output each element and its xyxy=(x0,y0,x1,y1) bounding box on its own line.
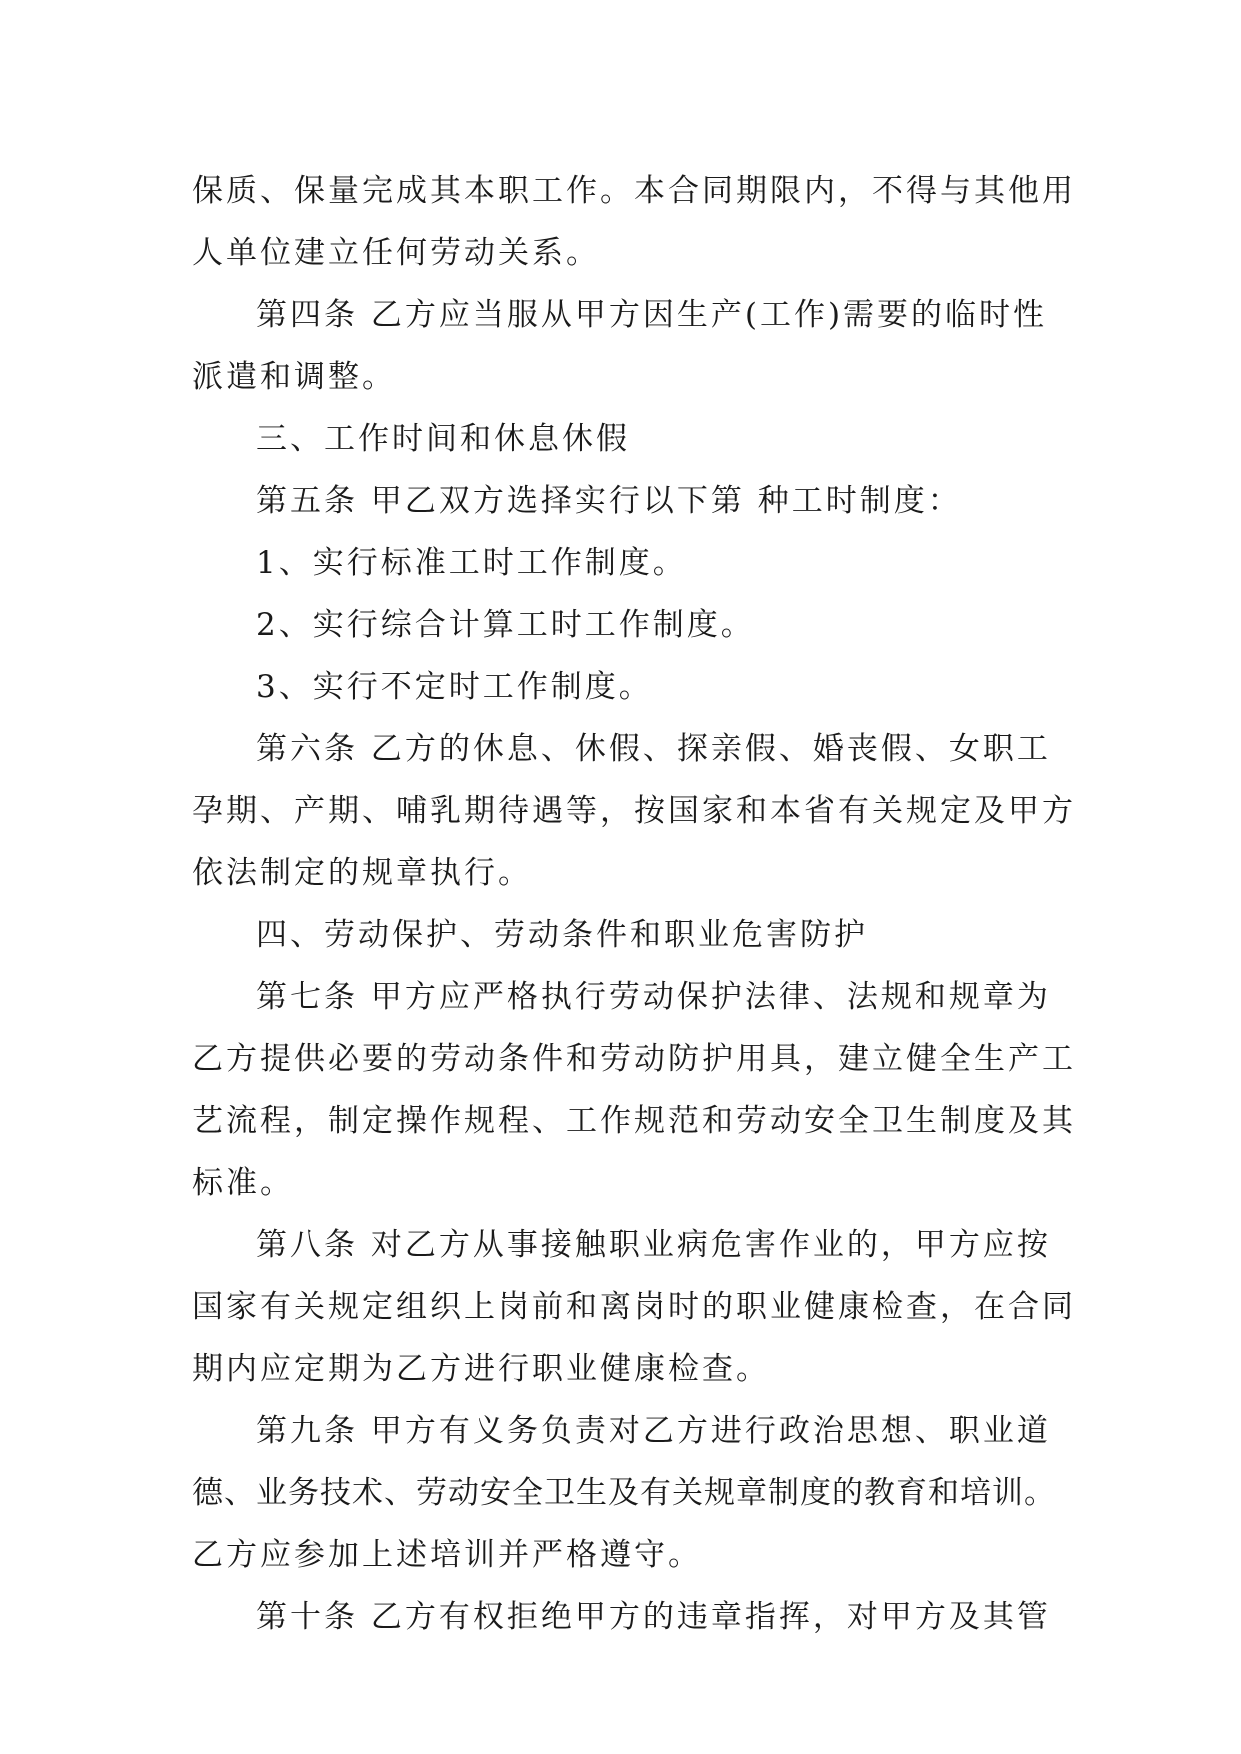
section-heading-labor-protection: 四、劳动保护、劳动条件和职业危害防护 xyxy=(256,917,868,953)
paragraph-line: 国家有关规定组织上岗前和离岗时的职业健康检查，在合同 xyxy=(192,1289,1076,1325)
article-6-line: 第六条 乙方的休息、休假、探亲假、婚丧假、女职工 xyxy=(256,731,1051,767)
section-heading-work-hours: 三、工作时间和休息休假 xyxy=(256,421,630,457)
article-8-line: 第八条 对乙方从事接触职业病危害作业的，甲方应按 xyxy=(256,1227,1051,1263)
article-7-line: 第七条 甲方应严格执行劳动保护法律、法规和规章为 xyxy=(256,979,1051,1015)
paragraph-line: 艺流程，制定操作规程、工作规范和劳动安全卫生制度及其 xyxy=(192,1103,1076,1139)
list-item-2: 2、实行综合计算工时工作制度。 xyxy=(256,607,755,643)
article-10-line: 第十条 乙方有权拒绝甲方的违章指挥，对甲方及其管 xyxy=(256,1599,1051,1635)
article-4-line: 第四条 乙方应当服从甲方因生产(工作)需要的临时性 xyxy=(256,297,1048,333)
article-9-line: 第九条 甲方有义务负责对乙方进行政治思想、职业道 xyxy=(256,1413,1051,1449)
paragraph-line: 德、业务技术、劳动安全卫生及有关规章制度的教育和培训。 xyxy=(192,1475,1056,1511)
list-item-1: 1、实行标准工时工作制度。 xyxy=(256,545,687,581)
paragraph-line: 孕期、产期、哺乳期待遇等，按国家和本省有关规定及甲方 xyxy=(192,793,1076,829)
paragraph-line: 乙方应参加上述培训并严格遵守。 xyxy=(192,1537,702,1573)
paragraph-line: 依法制定的规章执行。 xyxy=(192,855,532,891)
paragraph-line: 人单位建立任何劳动关系。 xyxy=(192,235,600,271)
list-item-3: 3、实行不定时工作制度。 xyxy=(256,669,653,705)
paragraph-line: 期内应定期为乙方进行职业健康检查。 xyxy=(192,1351,770,1387)
paragraph-line: 派遣和调整。 xyxy=(192,359,396,395)
article-5-line: 第五条 甲乙双方选择实行以下第 种工时制度： xyxy=(256,483,962,519)
paragraph-line: 保质、保量完成其本职工作。本合同期限内，不得与其他用 xyxy=(192,173,1076,209)
document-body xyxy=(192,160,1076,1648)
paragraph-line: 标准。 xyxy=(192,1165,294,1201)
paragraph-line: 乙方提供必要的劳动条件和劳动防护用具，建立健全生产工 xyxy=(192,1041,1076,1077)
